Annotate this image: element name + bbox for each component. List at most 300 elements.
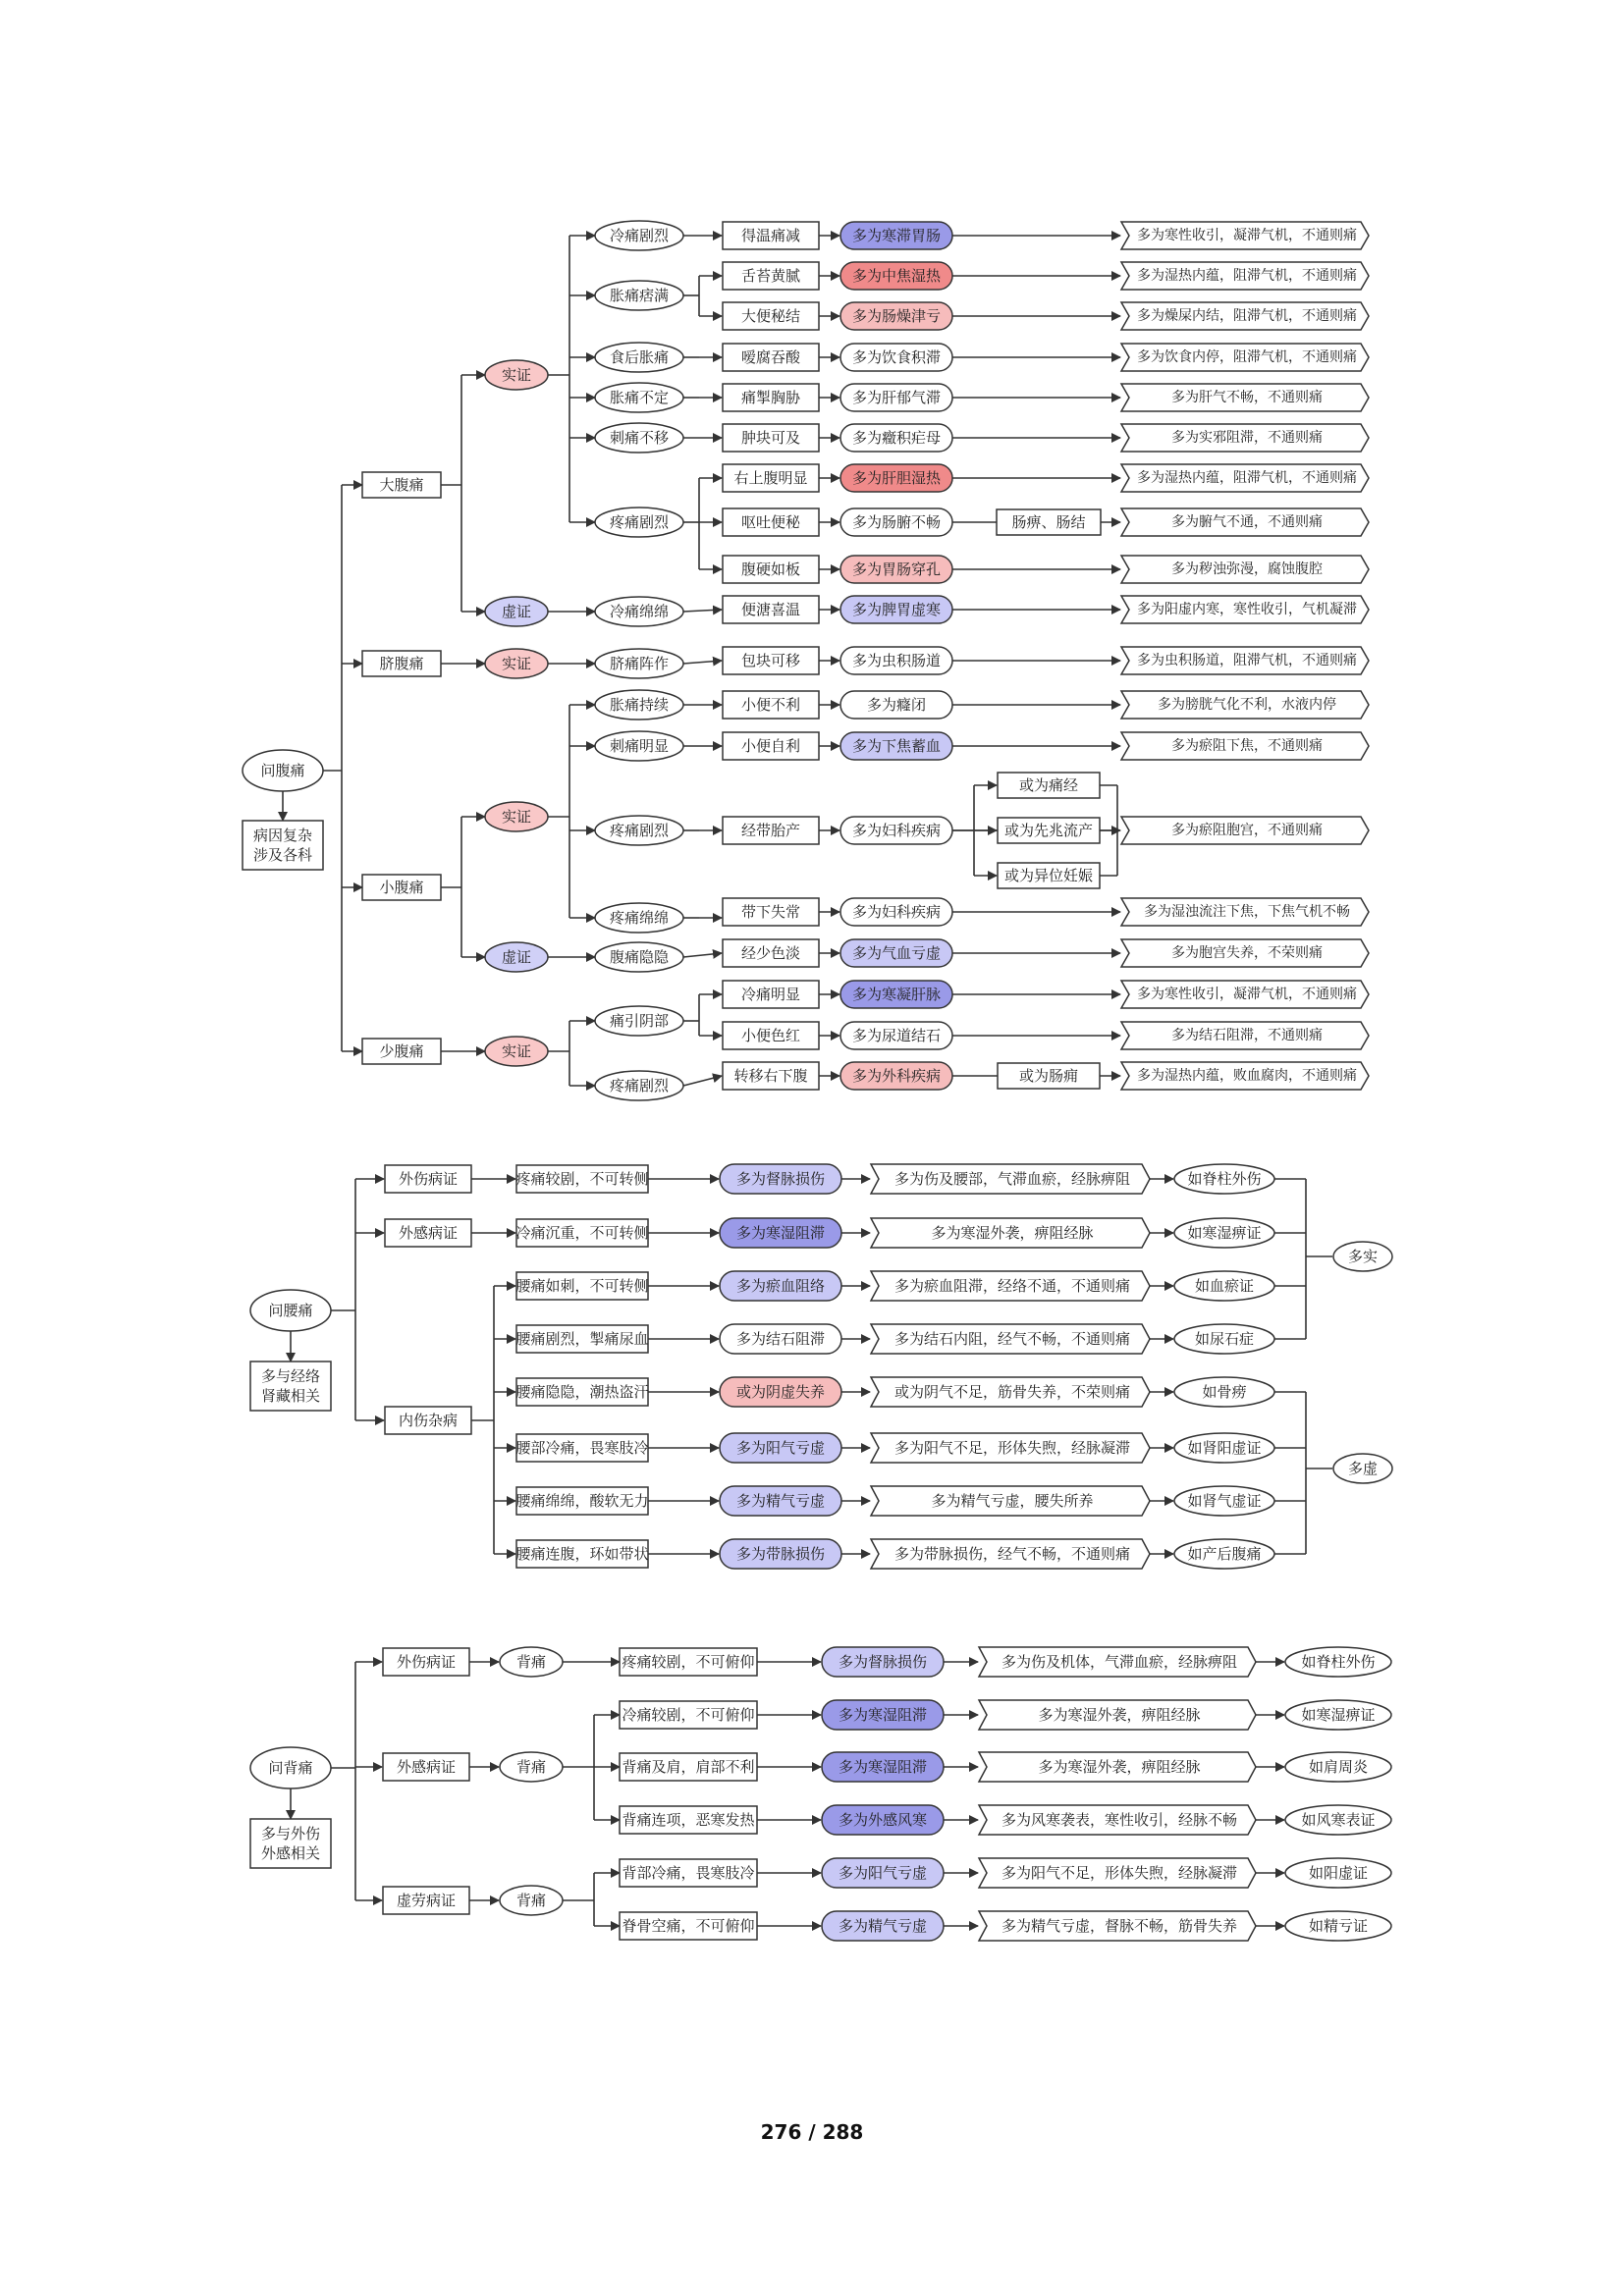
sign-17 bbox=[723, 1022, 819, 1049]
mechanism-15 bbox=[1121, 939, 1369, 967]
back-root bbox=[250, 1747, 331, 1789]
sign-16 bbox=[723, 981, 819, 1008]
diagnosis-14 bbox=[840, 898, 952, 926]
sign-14-text: 带下失常 bbox=[740, 903, 801, 921]
diagnosis-4 bbox=[840, 384, 952, 411]
diagnosis-3-text: 多为饮食积滞 bbox=[851, 348, 942, 366]
diagnosis-5 bbox=[840, 424, 952, 452]
waist-symptom-4-text: 腰痛隐隐，潮热盗汗 bbox=[515, 1383, 649, 1401]
sign-2-text: 大便秘结 bbox=[740, 307, 801, 325]
mechanism-13 bbox=[1121, 817, 1369, 844]
sign-0 bbox=[723, 222, 819, 249]
waist-example-1-text: 如寒湿痹证 bbox=[1187, 1224, 1262, 1242]
back-symptom-3-text: 背痛连项，恶寒发热 bbox=[622, 1811, 755, 1829]
diagnosis-18 bbox=[840, 1062, 952, 1090]
pattern-shi-1-text: 实证 bbox=[501, 366, 532, 384]
waist-mechanism-0 bbox=[871, 1164, 1150, 1194]
waist-group-xu bbox=[1333, 1454, 1392, 1483]
symptom-to-sign-arrow bbox=[683, 661, 722, 664]
pattern-xu-1-text: 虚证 bbox=[501, 603, 532, 620]
back-diagnosis-5-text: 多为精气亏虚 bbox=[838, 1917, 928, 1935]
mechanism-11-text: 多为膀胱气化不利，水液内停 bbox=[1158, 697, 1336, 713]
waist-diagnosis-6 bbox=[720, 1486, 841, 1516]
diagnosis-6 bbox=[840, 464, 952, 492]
pattern-shi-1 bbox=[485, 360, 548, 390]
sign-15-text: 经少色淡 bbox=[740, 944, 801, 962]
waist-example-6-text: 如肾气虚证 bbox=[1187, 1492, 1262, 1510]
back-category-1 bbox=[383, 1753, 469, 1781]
back-category-2-text: 虚劳病证 bbox=[396, 1892, 457, 1909]
waist-mechanism-2 bbox=[871, 1271, 1150, 1301]
diagnosis-5-text: 多为癥积疟母 bbox=[851, 429, 942, 447]
waist-example-3-text: 如尿石症 bbox=[1194, 1330, 1255, 1348]
diagnosis-15-text: 多为气血亏虚 bbox=[851, 944, 942, 962]
back-mechanism-2 bbox=[979, 1752, 1256, 1782]
waist-mechanism-7 bbox=[871, 1539, 1150, 1569]
region-2-text: 小腹痛 bbox=[379, 879, 424, 896]
symptom-7 bbox=[595, 649, 683, 678]
waist-root-note-line-2: 肾藏相关 bbox=[260, 1387, 321, 1405]
sign-4-text: 痛掣胸胁 bbox=[740, 389, 801, 406]
sign-5-text: 肿块可及 bbox=[740, 429, 801, 447]
symptom-1 bbox=[595, 281, 683, 310]
sign-0-text: 得温痛减 bbox=[740, 227, 801, 244]
diagnosis-10-text: 多为虫积肠道 bbox=[851, 652, 942, 669]
extra-4 bbox=[998, 1063, 1100, 1089]
waist-symptom-3 bbox=[515, 1325, 648, 1353]
waist-diagnosis-5-text: 多为阳气亏虚 bbox=[735, 1439, 826, 1457]
pattern-shi-2-text: 实证 bbox=[501, 655, 532, 672]
mechanism-0-text: 多为寒性收引，凝滞气机，不通则痛 bbox=[1137, 228, 1357, 243]
region-0 bbox=[362, 472, 441, 498]
sign-7-text: 呕吐便秘 bbox=[740, 513, 801, 531]
mechanism-10 bbox=[1121, 647, 1369, 674]
waist-root-note bbox=[250, 1362, 331, 1411]
back-mechanism-1 bbox=[979, 1700, 1256, 1730]
mechanism-9 bbox=[1121, 596, 1369, 623]
back-example-5 bbox=[1285, 1911, 1391, 1941]
waist-example-2 bbox=[1174, 1271, 1274, 1301]
region-1 bbox=[362, 651, 441, 676]
waist-mechanism-4 bbox=[871, 1377, 1150, 1407]
symptom-3-text: 胀痛不定 bbox=[609, 389, 670, 406]
mechanism-4-text: 多为肝气不畅，不通则痛 bbox=[1171, 390, 1323, 405]
extra-1-text: 或为痛经 bbox=[1018, 776, 1079, 794]
back-symptom-1-text: 冷痛较剧，不可俯仰 bbox=[622, 1706, 755, 1724]
diagnosis-18-text: 多为外科疾病 bbox=[851, 1067, 942, 1085]
back-diagnosis-0 bbox=[822, 1647, 944, 1677]
mechanism-3 bbox=[1121, 344, 1369, 371]
abdomen-root-text: 问腹痛 bbox=[260, 762, 305, 779]
waist-symptom-0-text: 疼痛较剧，不可转侧 bbox=[515, 1170, 649, 1188]
waist-symptom-0 bbox=[515, 1165, 648, 1193]
mechanism-16 bbox=[1121, 981, 1369, 1008]
symptom-to-sign-arrow bbox=[683, 610, 722, 612]
sign-14 bbox=[723, 898, 819, 926]
extra-4-text: 或为肠痈 bbox=[1018, 1067, 1079, 1085]
mechanism-7-text: 多为腑气不通，不通则痛 bbox=[1171, 514, 1323, 530]
waist-example-7-text: 如产后腹痛 bbox=[1187, 1545, 1262, 1563]
diagnosis-11 bbox=[840, 691, 952, 719]
back-symptom-2 bbox=[620, 1753, 757, 1781]
back-symptom-2-text: 背痛及肩，肩部不利 bbox=[622, 1758, 755, 1776]
sign-1-text: 舌苔黄腻 bbox=[740, 267, 801, 285]
diagnosis-3 bbox=[840, 344, 952, 371]
waist-example-3 bbox=[1174, 1324, 1274, 1354]
waist-diagnosis-1-text: 多为寒湿阻滞 bbox=[735, 1224, 826, 1242]
waist-example-0-text: 如脊柱外伤 bbox=[1187, 1170, 1262, 1188]
diagnosis-2 bbox=[840, 302, 952, 330]
symptom-1-text: 胀痛痞满 bbox=[609, 287, 670, 304]
waist-symptom-6-text: 腰痛绵绵，酸软无力 bbox=[515, 1492, 649, 1510]
back-diagnosis-1 bbox=[822, 1700, 944, 1730]
back-example-3 bbox=[1285, 1805, 1391, 1835]
symptom-to-sign-arrow bbox=[683, 1076, 722, 1086]
back-diagnosis-5 bbox=[822, 1911, 944, 1941]
waist-mechanism-0-text: 多为伤及腰部，气滞血瘀，经脉痹阻 bbox=[893, 1170, 1131, 1188]
abdomen-root-note bbox=[243, 821, 323, 870]
mechanism-5-text: 多为实邪阻滞，不通则痛 bbox=[1171, 430, 1323, 446]
waist-root-note-line-1: 多与经络 bbox=[260, 1367, 321, 1385]
symptom-3 bbox=[595, 383, 683, 412]
back-diagnosis-1-text: 多为寒湿阻滞 bbox=[838, 1706, 928, 1724]
symptom-6-text: 冷痛绵绵 bbox=[609, 603, 670, 620]
back-category-2 bbox=[383, 1887, 469, 1914]
waist-symptom-4 bbox=[515, 1378, 648, 1406]
symptom-4-text: 刺痛不移 bbox=[609, 429, 670, 447]
diagnosis-17-text: 多为尿道结石 bbox=[851, 1027, 942, 1044]
back-example-5-text: 如精亏证 bbox=[1308, 1917, 1369, 1935]
symptom-5-text: 疼痛剧烈 bbox=[609, 513, 670, 531]
waist-example-2-text: 如血瘀证 bbox=[1194, 1277, 1255, 1295]
pattern-xu-2-text: 虚证 bbox=[501, 948, 532, 966]
waist-mechanism-2-text: 多为瘀血阻滞，经络不通，不通则痛 bbox=[893, 1277, 1131, 1295]
waist-example-5 bbox=[1174, 1433, 1274, 1463]
diagnosis-1 bbox=[840, 262, 952, 290]
sign-16-text: 冷痛明显 bbox=[740, 986, 801, 1003]
waist-example-4 bbox=[1174, 1377, 1274, 1407]
pattern-shi-3-text: 实证 bbox=[501, 808, 532, 826]
symptom-10 bbox=[595, 816, 683, 845]
symptom-10-text: 疼痛剧烈 bbox=[609, 822, 670, 839]
back-symptom-3 bbox=[620, 1806, 757, 1834]
back-category-0-text: 外伤病证 bbox=[396, 1653, 457, 1671]
sign-8-text: 腹硬如板 bbox=[740, 561, 801, 578]
diagnosis-1-text: 多为中焦湿热 bbox=[851, 267, 942, 285]
region-3 bbox=[362, 1039, 441, 1064]
symptom-7-text: 脐痛阵作 bbox=[609, 655, 670, 672]
extra-0-text: 肠痹、肠结 bbox=[1011, 513, 1086, 531]
mechanism-6 bbox=[1121, 464, 1369, 492]
waist-diagnosis-0 bbox=[720, 1164, 841, 1194]
waist-symptom-3-text: 腰痛剧烈，掣痛尿血 bbox=[515, 1330, 649, 1348]
back-example-3-text: 如风寒表证 bbox=[1301, 1811, 1376, 1829]
diagnosis-16-text: 多为寒凝肝脉 bbox=[851, 986, 942, 1003]
back-mechanism-4 bbox=[979, 1858, 1256, 1888]
waist-category-0 bbox=[385, 1165, 471, 1193]
mechanism-2 bbox=[1121, 302, 1369, 330]
waist-diagnosis-6-text: 多为精气亏虚 bbox=[735, 1492, 826, 1510]
mechanism-12 bbox=[1121, 732, 1369, 760]
sign-3 bbox=[723, 344, 819, 371]
back-diagnosis-3 bbox=[822, 1805, 944, 1835]
waist-mechanism-4-text: 或为阴气不足，筋骨失养，不荣则痛 bbox=[893, 1383, 1131, 1401]
symptom-12 bbox=[595, 942, 683, 972]
diagnosis-13 bbox=[840, 817, 952, 844]
mechanism-7 bbox=[1121, 508, 1369, 536]
diagnosis-8 bbox=[840, 556, 952, 583]
back-example-0 bbox=[1285, 1647, 1391, 1677]
back-root-note-line-1: 多与外伤 bbox=[260, 1825, 321, 1842]
sign-3-text: 嗳腐吞酸 bbox=[740, 348, 801, 366]
mechanism-8-text: 多为秽浊弥漫，腐蚀腹腔 bbox=[1171, 561, 1323, 577]
mechanism-1 bbox=[1121, 262, 1369, 290]
back-example-1 bbox=[1285, 1700, 1391, 1730]
pattern-shi-4 bbox=[485, 1037, 548, 1066]
waist-category-0-text: 外伤病证 bbox=[398, 1170, 459, 1188]
diagnosis-7 bbox=[840, 508, 952, 536]
waist-group-shi bbox=[1333, 1242, 1392, 1271]
waist-mechanism-5-text: 多为阳气不足，形体失煦，经脉凝滞 bbox=[893, 1439, 1131, 1457]
mechanism-12-text: 多为瘀阻下焦，不通则痛 bbox=[1171, 738, 1323, 754]
diagnosis-2-text: 多为肠燥津亏 bbox=[851, 307, 942, 325]
diagnosis-8-text: 多为胃肠穿孔 bbox=[851, 561, 942, 578]
back-diagnosis-3-text: 多为外感风寒 bbox=[838, 1811, 928, 1829]
sign-13-text: 经带胎产 bbox=[740, 822, 801, 839]
waist-mechanism-7-text: 多为带脉损伤，经气不畅，不通则痛 bbox=[893, 1545, 1131, 1563]
diagnosis-14-text: 多为妇科疾病 bbox=[851, 903, 942, 921]
waist-symptom-6 bbox=[515, 1487, 648, 1515]
pattern-shi-2 bbox=[485, 649, 548, 678]
waist-mechanism-1 bbox=[871, 1218, 1150, 1248]
extra-0 bbox=[997, 509, 1101, 535]
waist-symptom-2-text: 腰痛如刺，不可转侧 bbox=[515, 1277, 649, 1295]
mechanism-4 bbox=[1121, 384, 1369, 411]
sign-6 bbox=[723, 464, 819, 492]
sign-11 bbox=[723, 691, 819, 719]
back-symptom-1 bbox=[620, 1701, 757, 1729]
back-example-0-text: 如脊柱外伤 bbox=[1301, 1653, 1376, 1671]
waist-diagnosis-1 bbox=[720, 1218, 841, 1248]
waist-example-6 bbox=[1174, 1486, 1274, 1516]
waist-root-text: 问腰痛 bbox=[268, 1302, 313, 1319]
back-diagnosis-4-text: 多为阳气亏虚 bbox=[838, 1864, 928, 1882]
symptom-11 bbox=[595, 903, 683, 933]
diagnosis-12-text: 多为下焦蓄血 bbox=[851, 737, 942, 755]
diagnosis-17 bbox=[840, 1022, 952, 1049]
back-mechanism-0 bbox=[979, 1647, 1256, 1677]
waist-category-1 bbox=[385, 1219, 471, 1247]
sign-9 bbox=[723, 596, 819, 623]
back-site-1 bbox=[500, 1752, 563, 1782]
diagnosis-11-text: 多为癃闭 bbox=[866, 696, 927, 714]
mechanism-11 bbox=[1121, 691, 1369, 719]
waist-mechanism-3-text: 多为结石内阻，经气不畅，不通则痛 bbox=[893, 1330, 1131, 1348]
extra-3-text: 或为异位妊娠 bbox=[1003, 867, 1094, 884]
extra-3 bbox=[998, 863, 1100, 888]
back-site-2-text: 背痛 bbox=[515, 1892, 547, 1909]
waist-mechanism-5 bbox=[871, 1433, 1150, 1463]
symptom-2-text: 食后胀痛 bbox=[609, 348, 670, 366]
waist-example-1 bbox=[1174, 1218, 1274, 1248]
symptom-13-text: 痛引阴部 bbox=[609, 1012, 670, 1030]
waist-category-2-text: 内伤杂病 bbox=[398, 1412, 459, 1429]
waist-example-4-text: 如骨痨 bbox=[1202, 1383, 1247, 1401]
symptom-9 bbox=[595, 731, 683, 761]
diagnosis-9-text: 多为脾胃虚寒 bbox=[851, 601, 942, 618]
mechanism-10-text: 多为虫积肠道，阻滞气机，不通则痛 bbox=[1137, 653, 1357, 668]
back-site-2 bbox=[500, 1886, 563, 1915]
symptom-9-text: 刺痛明显 bbox=[609, 737, 670, 755]
mechanism-5 bbox=[1121, 424, 1369, 452]
back-diagnosis-0-text: 多为督脉损伤 bbox=[838, 1653, 928, 1671]
back-mechanism-4-text: 多为阳气不足，形体失煦，经脉凝滞 bbox=[1001, 1864, 1238, 1882]
sign-5 bbox=[723, 424, 819, 452]
back-symptom-0 bbox=[620, 1648, 757, 1676]
waist-diagnosis-3-text: 多为结石阻滞 bbox=[735, 1330, 826, 1348]
mechanism-6-text: 多为湿热内蕴，阻滞气机，不通则痛 bbox=[1137, 470, 1357, 486]
waist-diagnosis-4 bbox=[720, 1377, 841, 1407]
sign-2 bbox=[723, 302, 819, 330]
back-mechanism-0-text: 多为伤及机体，气滞血瘀，经脉痹阻 bbox=[1001, 1653, 1238, 1671]
waist-symptom-1-text: 冷痛沉重，不可转侧 bbox=[515, 1224, 649, 1242]
sign-9-text: 便溏喜温 bbox=[740, 601, 801, 618]
diagnosis-7-text: 多为肠腑不畅 bbox=[851, 513, 942, 531]
back-mechanism-3-text: 多为风寒袭表，寒性收引，经脉不畅 bbox=[1001, 1811, 1238, 1829]
back-example-4 bbox=[1285, 1858, 1391, 1888]
symptom-4 bbox=[595, 423, 683, 453]
extra-1 bbox=[998, 773, 1100, 798]
waist-symptom-5-text: 腰部冷痛，畏寒肢冷 bbox=[515, 1439, 649, 1457]
mechanism-13-text: 多为瘀阻胞宫，不通则痛 bbox=[1171, 823, 1323, 838]
back-site-0-text: 背痛 bbox=[515, 1653, 547, 1671]
pattern-shi-4-text: 实证 bbox=[501, 1042, 532, 1060]
sign-17-text: 小便色红 bbox=[740, 1027, 801, 1044]
region-2 bbox=[362, 875, 441, 900]
waist-symptom-1 bbox=[515, 1219, 648, 1247]
back-mechanism-5-text: 多为精气亏虚，督脉不畅，筋骨失养 bbox=[1001, 1917, 1238, 1935]
mechanism-14 bbox=[1121, 898, 1369, 926]
waist-diagnosis-7 bbox=[720, 1539, 841, 1569]
diagnosis-9 bbox=[840, 596, 952, 623]
waist-diagnosis-0-text: 多为督脉损伤 bbox=[735, 1170, 826, 1188]
symptom-0 bbox=[595, 221, 683, 250]
waist-symptom-2 bbox=[515, 1272, 648, 1300]
abdomen-root-note-line-1: 病因复杂 bbox=[252, 827, 313, 844]
sign-18 bbox=[723, 1062, 819, 1090]
waist-symptom-5 bbox=[515, 1434, 648, 1462]
mechanism-18-text: 多为湿热内蕴，败血腐肉，不通则痛 bbox=[1137, 1068, 1357, 1084]
mechanism-3-text: 多为饮食内停，阻滞气机，不通则痛 bbox=[1137, 349, 1357, 365]
symptom-5 bbox=[595, 507, 683, 537]
back-example-2-text: 如肩周炎 bbox=[1308, 1758, 1369, 1776]
symptom-13 bbox=[595, 1006, 683, 1036]
mechanism-1-text: 多为湿热内蕴，阻滞气机，不通则痛 bbox=[1137, 268, 1357, 284]
back-example-2 bbox=[1285, 1752, 1391, 1782]
mechanism-0 bbox=[1121, 222, 1369, 249]
diagnosis-13-text: 多为妇科疾病 bbox=[851, 822, 942, 839]
sign-15 bbox=[723, 939, 819, 967]
symptom-11-text: 疼痛绵绵 bbox=[609, 909, 670, 927]
symptom-0-text: 冷痛剧烈 bbox=[609, 227, 670, 244]
waist-mechanism-6 bbox=[871, 1486, 1150, 1516]
abdomen-root-note-line-2: 涉及各科 bbox=[252, 846, 313, 864]
sign-7 bbox=[723, 508, 819, 536]
back-diagnosis-2-text: 多为寒湿阻滞 bbox=[838, 1758, 928, 1776]
back-symptom-0-text: 疼痛较剧，不可俯仰 bbox=[622, 1653, 755, 1671]
sign-6-text: 右上腹明显 bbox=[733, 469, 808, 487]
waist-example-0 bbox=[1174, 1164, 1274, 1194]
region-1-text: 脐腹痛 bbox=[379, 655, 424, 672]
symptom-6 bbox=[595, 597, 683, 626]
back-mechanism-5 bbox=[979, 1911, 1256, 1941]
waist-symptom-7-text: 腰痛连腹，环如带状 bbox=[515, 1545, 649, 1563]
back-root-note bbox=[250, 1819, 331, 1868]
symptom-8 bbox=[595, 690, 683, 720]
diagnosis-16 bbox=[840, 981, 952, 1008]
waist-mechanism-3 bbox=[871, 1324, 1150, 1354]
diagnosis-10 bbox=[840, 647, 952, 674]
diagnosis-6-text: 多为肝胆湿热 bbox=[851, 469, 942, 487]
pattern-shi-3 bbox=[485, 802, 548, 831]
diagnosis-4-text: 多为肝郁气滞 bbox=[851, 389, 942, 406]
sign-1 bbox=[723, 262, 819, 290]
back-symptom-4-text: 背部冷痛，畏寒肢冷 bbox=[622, 1864, 755, 1882]
back-example-1-text: 如寒湿痹证 bbox=[1301, 1706, 1376, 1724]
sign-4 bbox=[723, 384, 819, 411]
mechanism-18 bbox=[1121, 1062, 1369, 1090]
extra-2 bbox=[998, 818, 1100, 843]
diagnosis-0-text: 多为寒滞胃肠 bbox=[851, 227, 942, 244]
back-diagnosis-2 bbox=[822, 1752, 944, 1782]
waist-diagnosis-4-text: 或为阴虚失养 bbox=[735, 1383, 826, 1401]
waist-example-7 bbox=[1174, 1539, 1274, 1569]
sign-13 bbox=[723, 817, 819, 844]
waist-diagnosis-2-text: 多为瘀血阻络 bbox=[735, 1277, 826, 1295]
extra-2-text: 或为先兆流产 bbox=[1003, 822, 1094, 839]
waist-category-1-text: 外感病证 bbox=[398, 1224, 459, 1242]
waist-category-2 bbox=[385, 1407, 471, 1434]
symptom-2 bbox=[595, 343, 683, 372]
diagnosis-0 bbox=[840, 222, 952, 249]
waist-mechanism-1-text: 多为寒湿外袭，痹阻经脉 bbox=[931, 1224, 1094, 1242]
back-root-text: 问背痛 bbox=[268, 1759, 313, 1777]
waist-mechanism-6-text: 多为精气亏虚，腰失所养 bbox=[931, 1492, 1094, 1510]
diagnosis-12 bbox=[840, 732, 952, 760]
region-0-text: 大腹痛 bbox=[379, 476, 424, 494]
back-category-1-text: 外感病证 bbox=[396, 1758, 457, 1776]
back-site-1-text: 背痛 bbox=[515, 1758, 547, 1776]
mechanism-2-text: 多为燥屎内结，阻滞气机，不通则痛 bbox=[1137, 308, 1357, 324]
symptom-8-text: 胀痛持续 bbox=[609, 696, 670, 714]
back-root-note-line-2: 外感相关 bbox=[260, 1844, 321, 1862]
page-number: 276 / 288 bbox=[760, 2120, 864, 2144]
abdomen-root bbox=[243, 750, 323, 791]
back-category-0 bbox=[383, 1648, 469, 1676]
mechanism-9-text: 多为阳虚内寒，寒性收引，气机凝滞 bbox=[1137, 602, 1357, 617]
sign-10-text: 包块可移 bbox=[740, 652, 801, 669]
pattern-xu-1 bbox=[485, 597, 548, 626]
pattern-xu-2 bbox=[485, 942, 548, 972]
waist-root bbox=[250, 1290, 331, 1331]
waist-diagnosis-3 bbox=[720, 1324, 841, 1354]
symptom-14-text: 疼痛剧烈 bbox=[609, 1077, 670, 1095]
mechanism-16-text: 多为寒性收引，凝滞气机，不通则痛 bbox=[1137, 987, 1357, 1002]
diagnosis-15 bbox=[840, 939, 952, 967]
back-symptom-5-text: 脊骨空痛，不可俯仰 bbox=[622, 1917, 755, 1935]
mechanism-15-text: 多为胞宫失养，不荣则痛 bbox=[1171, 945, 1323, 961]
mechanism-17 bbox=[1121, 1022, 1369, 1049]
